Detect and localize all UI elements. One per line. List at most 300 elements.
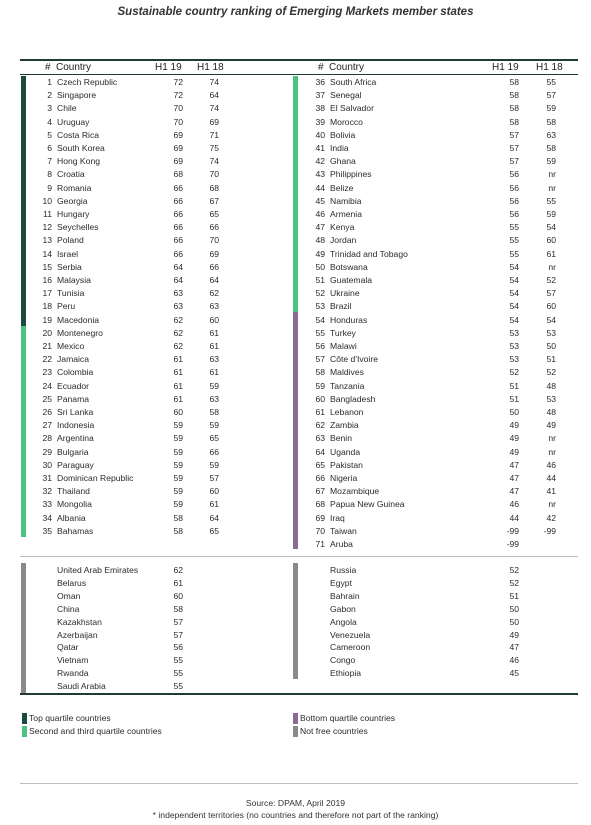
h1-18-cell: 53 — [546, 327, 556, 338]
country-cell: Ghana — [330, 156, 356, 167]
h1-18-cell: 63 — [546, 129, 556, 140]
list-item — [0, 616, 591, 629]
rank-cell: 11 — [43, 209, 52, 219]
h1-18-cell: 60 — [209, 486, 219, 497]
country-cell: Croatia — [57, 169, 85, 180]
rank-cell: 13 — [42, 235, 52, 246]
rank-cell: 57 — [315, 354, 325, 365]
table-row — [0, 353, 591, 366]
h1-19-cell: 66 — [173, 222, 183, 233]
country-cell: Morocco — [330, 116, 363, 127]
h1-19-cell: 53 — [509, 341, 519, 351]
table-row — [0, 485, 591, 498]
h1-18-cell: 50 — [546, 341, 556, 351]
table-row — [0, 182, 591, 195]
h1-19-cell: 55 — [173, 681, 183, 692]
h1-19-cell: 52 — [509, 367, 519, 378]
h1-18-cell: 61 — [209, 367, 219, 378]
h1-19-cell: 59 — [173, 420, 183, 431]
h1-19-cell: 70 — [173, 103, 183, 114]
rank-cell: 35 — [42, 525, 52, 536]
country-cell: Ethiopia — [330, 668, 362, 679]
h1-19-cell: 59 — [173, 486, 183, 497]
table-row — [0, 446, 591, 459]
rank-cell: 21 — [42, 341, 52, 351]
h1-18-cell: 49 — [546, 420, 556, 431]
h1-18-cell: 69 — [209, 116, 219, 127]
source-note: Source: DPAM, April 2019 — [245, 798, 346, 808]
h1-18-cell: 58 — [546, 143, 556, 153]
table-row — [0, 327, 591, 340]
h1-18-cell: 65 — [209, 525, 219, 536]
rank-cell: 52 — [315, 288, 325, 299]
country-cell: Lebanon — [330, 407, 364, 417]
list-item — [0, 603, 591, 616]
h1-18-cell: 61 — [209, 341, 219, 351]
rank-cell: 66 — [315, 473, 325, 483]
rank-cell: 50 — [315, 261, 325, 272]
h1-18-cell: 71 — [209, 129, 219, 140]
country-cell: Ukraine — [330, 288, 360, 299]
country-cell: Bahamas — [57, 525, 94, 536]
country-cell: Macedonia — [57, 314, 100, 325]
h1-19-cell: 49 — [509, 446, 519, 457]
h1-19-cell: 58 — [173, 603, 183, 614]
country-cell: Nigeria — [330, 473, 358, 483]
h1-19-cell: 52 — [509, 577, 519, 588]
country-cell: Jordan — [330, 235, 357, 246]
h1-19-cell: 60 — [173, 590, 183, 601]
legend-not-free-label: Not free countries — [300, 726, 368, 736]
country-cell: Belize — [330, 182, 354, 193]
h1-19-cell: 50 — [509, 616, 519, 627]
h1-18-cell: nr — [548, 446, 556, 457]
country-cell: Guatemala — [330, 275, 373, 285]
h1-18-cell: 74 — [209, 77, 219, 87]
ranking-separator — [20, 556, 578, 557]
h1-18-cell: 42 — [546, 512, 556, 523]
h1-18-cell: 64 — [209, 275, 219, 285]
h1-19-cell: 45 — [509, 668, 519, 679]
country-cell: El Salvador — [330, 103, 374, 114]
h1-18-cell: 75 — [209, 143, 219, 153]
h1-19-cell: 54 — [509, 288, 519, 299]
h1-18-cell: 61 — [209, 499, 219, 510]
country-cell: Maldives — [330, 367, 364, 378]
rank-cell: 65 — [315, 459, 325, 470]
country-cell: Turkey — [330, 327, 356, 338]
list-item — [0, 590, 591, 603]
rank-cell: 3 — [47, 103, 52, 114]
h1-19-cell: 64 — [173, 275, 183, 285]
country-cell: Serbia — [57, 261, 82, 272]
rank-cell: 63 — [315, 433, 325, 444]
h1-19-cell: 69 — [173, 156, 183, 167]
country-cell: Saudi Arabia — [57, 681, 106, 692]
list-item — [0, 629, 591, 642]
h1-19-cell: 61 — [173, 354, 183, 365]
country-cell: Jamaica — [57, 354, 89, 365]
country-cell: Belarus — [57, 577, 87, 588]
rank-cell: 49 — [315, 248, 325, 259]
h1-18-cell: 54 — [546, 314, 556, 325]
h1-19-cell: 56 — [509, 209, 519, 219]
h1-18-cell: 65 — [209, 209, 219, 219]
h1-18-cell: 66 — [209, 222, 219, 233]
table-row — [0, 89, 591, 102]
table-row — [0, 340, 591, 353]
h1-19-cell: 58 — [509, 103, 519, 114]
list-item — [0, 564, 591, 577]
h1-19-cell: 70 — [173, 116, 183, 127]
table-row — [0, 525, 591, 538]
country-cell: Malaysia — [57, 275, 91, 285]
rank-cell: 62 — [315, 420, 325, 431]
footer-rule — [20, 783, 578, 784]
h1-18-cell: nr — [548, 433, 556, 444]
country-cell: Seychelles — [57, 222, 99, 233]
rank-cell: 29 — [42, 446, 52, 457]
table-row — [0, 512, 591, 525]
h1-18-cell: 48 — [546, 407, 556, 417]
h1-19-cell: 66 — [173, 209, 183, 219]
h1-18-cell: 59 — [209, 459, 219, 470]
h1-18-cell: 64 — [209, 90, 219, 101]
rank-cell: 48 — [315, 235, 325, 246]
h1-18-cell: 54 — [546, 222, 556, 233]
h1-19-cell: 61 — [173, 577, 183, 588]
table-row — [0, 142, 591, 155]
table-top-rule — [20, 59, 578, 61]
country-cell: India — [330, 143, 349, 153]
h1-19-cell: 68 — [173, 169, 183, 180]
h1-18-cell: 74 — [209, 156, 219, 167]
rank-cell: 51 — [315, 275, 325, 285]
rank-cell: 2 — [47, 90, 52, 101]
h1-19-cell: 53 — [509, 354, 519, 365]
h1-19-cell: 72 — [173, 90, 183, 101]
h1-18-cell: 41 — [546, 486, 556, 497]
rank-cell: 43 — [315, 169, 325, 180]
country-cell: Gabon — [330, 603, 356, 614]
h1-19-cell: 61 — [173, 393, 183, 404]
h1-19-cell: 56 — [509, 195, 519, 206]
h1-18-cell: 55 — [546, 195, 556, 206]
country-cell: Hungary — [57, 209, 90, 219]
country-cell: Russia — [330, 565, 357, 575]
country-cell: Hong Kong — [57, 156, 101, 167]
country-cell: Rwanda — [57, 668, 89, 679]
country-cell: Azerbaijan — [57, 629, 98, 640]
list-item — [0, 654, 591, 667]
rank-cell: 46 — [315, 209, 325, 219]
country-cell: Chile — [57, 103, 77, 114]
h1-19-cell: 58 — [173, 525, 183, 536]
country-cell: China — [57, 603, 80, 614]
country-cell: Honduras — [330, 314, 368, 325]
h1-19-cell: 63 — [173, 288, 183, 299]
table-row — [0, 366, 591, 379]
rank-cell: 39 — [315, 116, 325, 127]
table-row — [0, 261, 591, 274]
list-item — [0, 577, 591, 590]
h1-19-cell: 61 — [173, 380, 183, 391]
h1-19-cell: 55 — [509, 222, 519, 233]
left-h119-header: H1 19 — [155, 62, 182, 73]
h1-18-cell: 53 — [546, 393, 556, 404]
country-cell: Kenya — [330, 222, 355, 233]
country-cell: Taiwan — [330, 525, 357, 536]
country-cell: Trinidad and Tobago — [330, 248, 408, 259]
country-cell: Colombia — [57, 367, 94, 378]
country-cell: Papua New Guinea — [330, 499, 405, 510]
h1-19-cell: 72 — [173, 77, 183, 87]
rank-cell: 23 — [42, 367, 52, 378]
h1-19-cell: 57 — [173, 629, 183, 640]
table-row — [0, 419, 591, 432]
country-cell: Poland — [57, 235, 84, 246]
h1-19-cell: 66 — [173, 195, 183, 206]
h1-19-cell: 54 — [509, 275, 519, 285]
country-cell: Malawi — [330, 341, 357, 351]
h1-19-cell: 64 — [173, 261, 183, 272]
rank-cell: 55 — [315, 327, 325, 338]
h1-19-cell: 49 — [509, 433, 519, 444]
country-cell: Albania — [57, 512, 86, 523]
legend-bottom-label: Bottom quartile countries — [300, 713, 396, 723]
rank-cell: 6 — [47, 143, 52, 153]
rank-cell: 18 — [42, 301, 52, 312]
country-cell: Argentina — [57, 433, 94, 444]
right-country-header: Country — [329, 62, 365, 73]
h1-19-cell: 54 — [509, 314, 519, 325]
country-cell: Cameroon — [330, 642, 371, 653]
h1-18-cell: 58 — [546, 116, 556, 127]
h1-19-cell: 49 — [509, 629, 519, 640]
table-row — [0, 300, 591, 313]
h1-18-cell: 60 — [546, 235, 556, 246]
country-cell: South Korea — [57, 143, 105, 153]
h1-18-cell: 58 — [209, 407, 219, 417]
h1-18-cell: 64 — [209, 512, 219, 523]
h1-18-cell: 63 — [209, 301, 219, 312]
h1-19-cell: 47 — [509, 459, 519, 470]
country-cell: Kazakhstan — [57, 616, 102, 627]
rank-cell: 33 — [42, 499, 52, 510]
country-cell: Thailand — [57, 486, 90, 497]
country-cell: Dominican Republic — [57, 473, 134, 483]
rank-cell: 9 — [47, 182, 52, 193]
table-row — [0, 248, 591, 261]
rank-cell: 53 — [315, 301, 325, 312]
table-row — [0, 195, 591, 208]
table-row — [0, 393, 591, 406]
country-cell: Congo — [330, 655, 356, 666]
h1-18-cell: 65 — [209, 433, 219, 444]
h1-19-cell: 57 — [509, 156, 519, 167]
h1-19-cell: 51 — [509, 393, 519, 404]
h1-19-cell: 51 — [509, 590, 519, 601]
rank-cell: 34 — [42, 512, 52, 523]
h1-19-cell: 66 — [173, 235, 183, 246]
country-cell: Panama — [57, 393, 90, 404]
rank-cell: 70 — [315, 525, 325, 536]
h1-18-cell: 55 — [546, 77, 556, 87]
h1-19-cell: 51 — [509, 380, 519, 391]
h1-19-cell: 59 — [173, 499, 183, 510]
h1-19-cell: -99 — [506, 539, 519, 549]
h1-18-cell: nr — [548, 169, 556, 180]
h1-18-cell: 46 — [546, 459, 556, 470]
table-row — [0, 538, 591, 551]
country-cell: Qatar — [57, 642, 79, 653]
rank-cell: 26 — [42, 407, 52, 417]
h1-18-cell: 60 — [546, 301, 556, 312]
h1-19-cell: 59 — [173, 473, 183, 483]
rank-cell: 47 — [315, 222, 325, 233]
h1-18-cell: 59 — [546, 209, 556, 219]
h1-18-cell: 57 — [546, 288, 556, 299]
h1-19-cell: -99 — [506, 525, 519, 536]
country-cell: Romania — [57, 182, 92, 193]
h1-19-cell: 58 — [173, 512, 183, 523]
h1-18-cell: -99 — [543, 525, 556, 536]
country-cell: Angola — [330, 616, 357, 627]
right-h118-header: H1 18 — [536, 62, 563, 73]
h1-18-cell: 59 — [209, 380, 219, 391]
h1-18-cell: 59 — [546, 103, 556, 114]
table-row — [0, 498, 591, 511]
h1-19-cell: 47 — [509, 473, 519, 483]
country-cell: Brazil — [330, 301, 352, 312]
country-cell: Oman — [57, 590, 81, 601]
rank-cell: 45 — [315, 195, 325, 206]
rank-cell: 16 — [42, 275, 52, 285]
h1-18-cell: 70 — [209, 235, 219, 246]
country-cell: Philippines — [330, 169, 372, 180]
rank-cell: 25 — [42, 393, 52, 404]
h1-19-cell: 50 — [509, 407, 519, 417]
h1-19-cell: 60 — [173, 407, 183, 417]
country-cell: Uruguay — [57, 116, 90, 127]
country-cell: Pakistan — [330, 459, 363, 470]
h1-19-cell: 69 — [173, 143, 183, 153]
h1-18-cell: nr — [548, 261, 556, 272]
h1-18-cell: 59 — [546, 156, 556, 167]
country-cell: Sri Lanka — [57, 407, 94, 417]
rank-cell: 44 — [315, 182, 325, 193]
h1-18-cell: 61 — [209, 327, 219, 338]
rank-cell: 40 — [315, 129, 325, 140]
h1-18-cell: 48 — [546, 380, 556, 391]
rank-cell: 12 — [42, 222, 52, 233]
h1-19-cell: 56 — [509, 182, 519, 193]
rank-cell: 10 — [42, 195, 52, 206]
table-row — [0, 76, 591, 89]
country-cell: Egypt — [330, 577, 352, 588]
page-title: Sustainable country ranking of Emerging Markets member states — [117, 6, 474, 18]
rank-cell: 14 — [42, 248, 52, 259]
country-cell: Paraguay — [57, 459, 94, 470]
legend-not-free-swatch — [293, 726, 298, 737]
rank-cell: 68 — [315, 499, 325, 510]
country-cell: Tunisia — [57, 288, 85, 299]
left-rank-header: # — [45, 62, 51, 73]
rank-cell: 7 — [47, 156, 52, 167]
h1-19-cell: 69 — [173, 129, 183, 140]
left-country-header: Country — [56, 62, 92, 73]
h1-19-cell: 54 — [509, 301, 519, 312]
rank-cell: 31 — [42, 473, 52, 483]
table-row — [0, 221, 591, 234]
h1-18-cell: 57 — [209, 473, 219, 483]
right-rank-header: # — [318, 62, 324, 73]
table-row — [0, 287, 591, 300]
h1-18-cell: 62 — [209, 288, 219, 299]
legend-mid-swatch — [22, 726, 27, 737]
rank-cell: 27 — [42, 420, 52, 431]
country-cell: Georgia — [57, 195, 88, 206]
legend-mid-label: Second and third quartile countries — [29, 726, 162, 736]
h1-19-cell: 44 — [509, 512, 519, 523]
h1-19-cell: 55 — [173, 655, 183, 666]
rank-cell: 19 — [42, 314, 52, 325]
country-cell: Mongolia — [57, 499, 92, 510]
h1-18-cell: 66 — [209, 446, 219, 457]
right-h119-header: H1 19 — [492, 62, 519, 73]
h1-18-cell: 52 — [546, 275, 556, 285]
header-bottom-rule — [20, 74, 578, 75]
left-h118-header: H1 18 — [197, 62, 224, 73]
h1-19-cell: 66 — [173, 182, 183, 193]
legend-bottom-swatch — [293, 713, 298, 724]
country-cell: Singapore — [57, 90, 97, 101]
country-cell: South Africa — [330, 77, 377, 87]
h1-18-cell: nr — [548, 499, 556, 510]
rank-cell: 17 — [42, 288, 52, 299]
table-row — [0, 274, 591, 287]
rank-cell: 71 — [315, 539, 325, 549]
h1-18-cell: nr — [548, 182, 556, 193]
rank-cell: 32 — [42, 486, 52, 497]
country-cell: Indonesia — [57, 420, 95, 431]
table-row — [0, 208, 591, 221]
country-cell: Botswana — [330, 261, 368, 272]
country-cell: Bolivia — [330, 129, 356, 140]
rank-cell: 67 — [315, 486, 325, 497]
country-cell: Aruba — [330, 539, 353, 549]
country-cell: Bangladesh — [330, 393, 376, 404]
table-row — [0, 234, 591, 247]
h1-19-cell: 49 — [509, 420, 519, 431]
rank-cell: 58 — [315, 367, 325, 378]
h1-18-cell: 61 — [546, 248, 556, 259]
rank-cell: 41 — [315, 143, 325, 153]
h1-18-cell: 44 — [546, 473, 556, 483]
h1-19-cell: 54 — [509, 261, 519, 272]
table-bottom-rule — [20, 693, 578, 695]
country-cell: Senegal — [330, 90, 362, 101]
h1-19-cell: 62 — [173, 327, 183, 338]
h1-19-cell: 61 — [173, 367, 183, 378]
h1-19-cell: 57 — [509, 143, 519, 153]
country-cell: Armenia — [330, 209, 362, 219]
h1-18-cell: 68 — [209, 182, 219, 193]
table-row — [0, 116, 591, 129]
rank-cell: 56 — [315, 341, 325, 351]
rank-cell: 59 — [315, 380, 325, 391]
h1-19-cell: 58 — [509, 116, 519, 127]
